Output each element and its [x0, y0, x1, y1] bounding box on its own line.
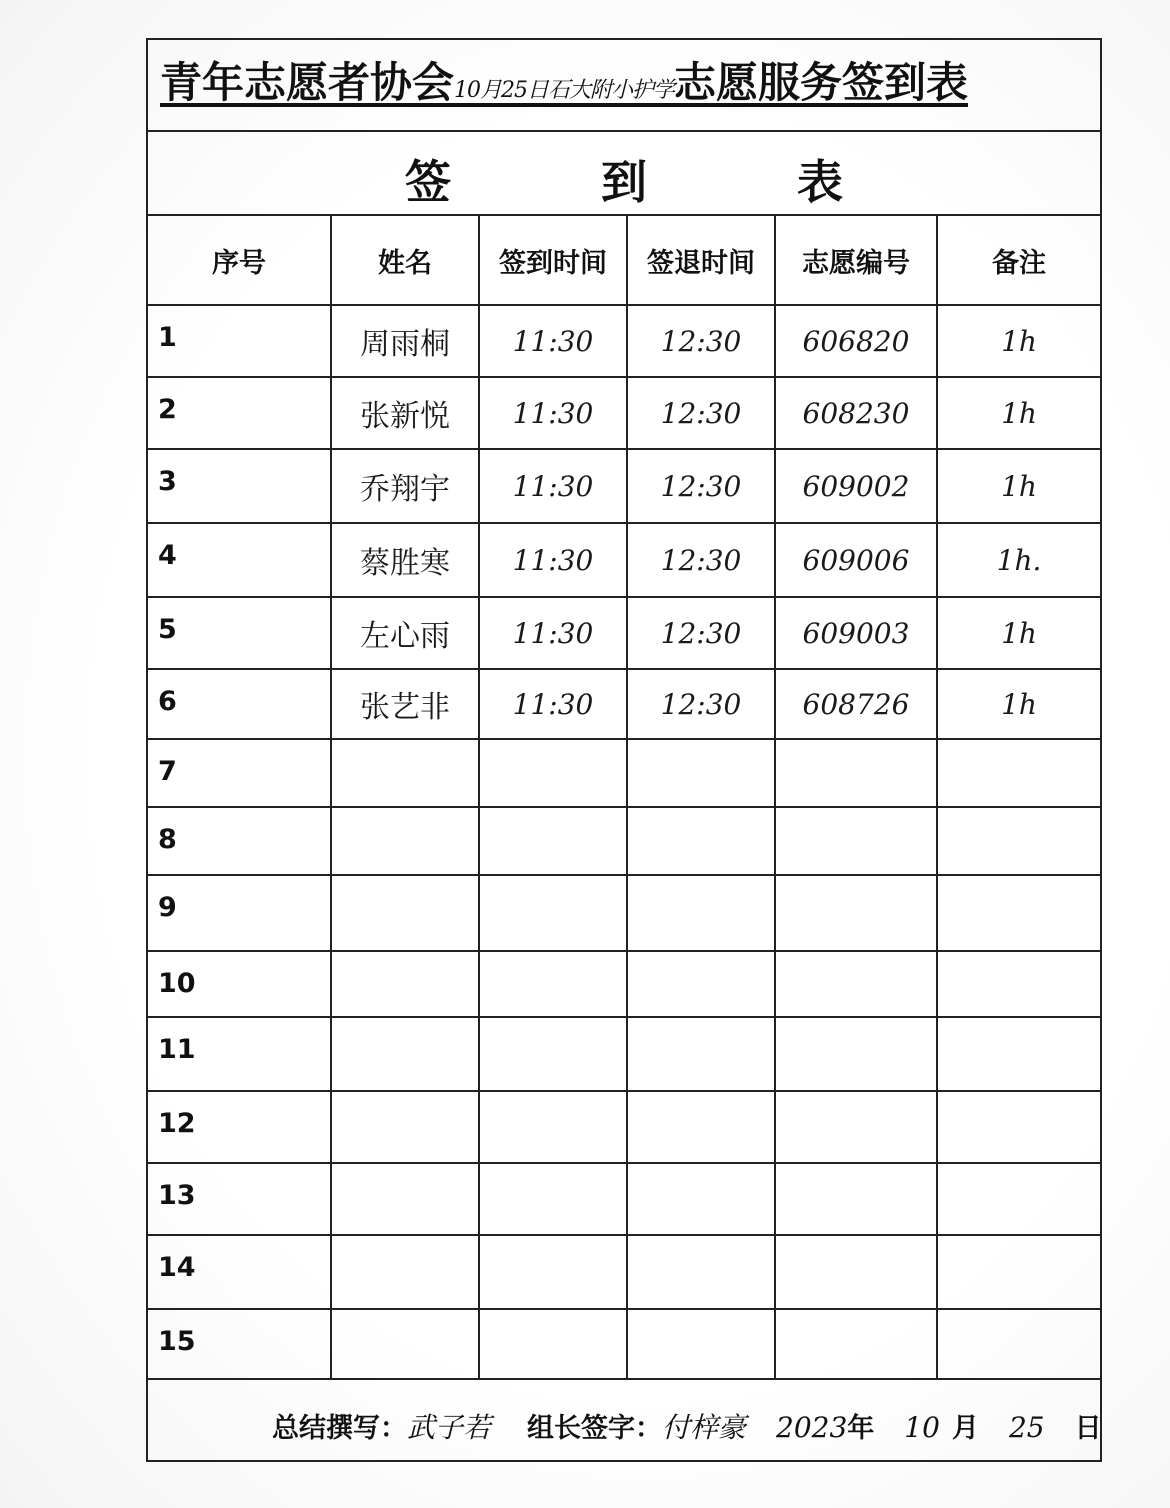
row-number: 10: [148, 951, 331, 1017]
volunteer-id: 606820: [775, 305, 937, 377]
sign-in-time: 11:30: [479, 377, 627, 449]
volunteer-id: [775, 875, 937, 951]
attendance-table: [148, 216, 1100, 1380]
volunteer-name: [331, 807, 479, 875]
sign-in-time: [479, 1163, 627, 1235]
volunteer-id: [775, 1163, 937, 1235]
title-row: [148, 40, 1100, 132]
volunteer-name: 蔡胜寒: [331, 523, 479, 597]
sign-out-time: 12:30: [627, 449, 775, 523]
remark: 1h.: [937, 523, 1100, 597]
table-row: [148, 523, 1100, 597]
row-number: 12: [148, 1091, 331, 1163]
date-month: 10: [904, 1411, 940, 1444]
remark: 1h: [937, 449, 1100, 523]
column-header: 姓名: [331, 216, 479, 305]
volunteer-name: [331, 1017, 479, 1091]
sign-in-time: [479, 875, 627, 951]
year-label: 年: [847, 1413, 875, 1444]
table-row: [148, 951, 1100, 1017]
row-number: 6: [148, 669, 331, 739]
sign-in-time: 11:30: [479, 523, 627, 597]
volunteer-id: [775, 1091, 937, 1163]
table-row: [148, 1309, 1100, 1379]
remark: [937, 1163, 1100, 1235]
sign-out-time: [627, 1091, 775, 1163]
row-number: 2: [148, 377, 331, 449]
table-row: [148, 669, 1100, 739]
sign-out-time: [627, 1163, 775, 1235]
table-row: [148, 875, 1100, 951]
sign-in-time: 11:30: [479, 449, 627, 523]
volunteer-id: [775, 1235, 937, 1309]
volunteer-name: [331, 1163, 479, 1235]
volunteer-name: [331, 1091, 479, 1163]
sign-in-time: [479, 951, 627, 1017]
remark: 1h: [937, 377, 1100, 449]
volunteer-name: [331, 875, 479, 951]
sign-out-time: 12:30: [627, 597, 775, 669]
sign-in-time: [479, 1017, 627, 1091]
sign-in-time: 11:30: [479, 597, 627, 669]
remark: [937, 1309, 1100, 1379]
column-header: 签到时间: [479, 216, 627, 305]
remark: [937, 1235, 1100, 1309]
row-number: 8: [148, 807, 331, 875]
row-number: 13: [148, 1163, 331, 1235]
table-row: [148, 597, 1100, 669]
sign-in-time: 11:30: [479, 669, 627, 739]
remark: [937, 1091, 1100, 1163]
remark: 1h: [937, 597, 1100, 669]
sign-out-time: [627, 1017, 775, 1091]
table-row: [148, 377, 1100, 449]
table-row: [148, 1235, 1100, 1309]
table-row: [148, 1091, 1100, 1163]
row-number: 4: [148, 523, 331, 597]
sign-in-time: [479, 1309, 627, 1379]
volunteer-id: [775, 1017, 937, 1091]
sign-out-time: [627, 951, 775, 1017]
volunteer-id: [775, 807, 937, 875]
remark: 1h: [937, 669, 1100, 739]
remark: [937, 739, 1100, 807]
row-number: 11: [148, 1017, 331, 1091]
row-number: 14: [148, 1235, 331, 1309]
remark: 1h: [937, 305, 1100, 377]
remark: [937, 1017, 1100, 1091]
table-row: [148, 1163, 1100, 1235]
subtitle-row: [148, 132, 1100, 216]
page-title: [160, 50, 968, 110]
leader-signature: 付梓豪: [662, 1411, 747, 1444]
volunteer-id: [775, 739, 937, 807]
sign-in-time: [479, 739, 627, 807]
title-prefix: 青年志愿者协会: [160, 58, 455, 107]
sign-in-time: [479, 1091, 627, 1163]
table-row: [148, 739, 1100, 807]
sign-in-time: [479, 1235, 627, 1309]
row-number: 9: [148, 875, 331, 951]
column-header: 序号: [148, 216, 331, 305]
table-row: [148, 807, 1100, 875]
table-row: [148, 1017, 1100, 1091]
sign-out-time: 12:30: [627, 669, 775, 739]
sign-out-time: 12:30: [627, 523, 775, 597]
remark: [937, 807, 1100, 875]
title-handwritten-event: 10月25日石大附小护学: [454, 78, 675, 103]
row-number: 7: [148, 739, 331, 807]
volunteer-name: [331, 1309, 479, 1379]
volunteer-id: 609003: [775, 597, 937, 669]
column-header: 志愿编号: [775, 216, 937, 305]
summary-signature: 武子若: [407, 1411, 492, 1444]
sign-out-time: [627, 875, 775, 951]
volunteer-id: 608230: [775, 377, 937, 449]
leader-label: 组长签字：: [527, 1413, 663, 1444]
remark: [937, 951, 1100, 1017]
remark: [937, 875, 1100, 951]
date-day: 25: [1008, 1411, 1045, 1444]
sign-in-sheet: [146, 38, 1102, 1462]
volunteer-name: [331, 739, 479, 807]
sign-in-time: 11:30: [479, 305, 627, 377]
table-row: [148, 305, 1100, 377]
sign-out-time: [627, 1235, 775, 1309]
sign-out-time: 12:30: [627, 377, 775, 449]
column-header: 签退时间: [627, 216, 775, 305]
volunteer-name: 张新悦: [331, 377, 479, 449]
table-header-row: [148, 216, 1100, 305]
volunteer-name: 乔翔宇: [331, 449, 479, 523]
sign-out-time: 12:30: [627, 305, 775, 377]
sign-out-time: [627, 807, 775, 875]
volunteer-name: [331, 1235, 479, 1309]
volunteer-name: 左心雨: [331, 597, 479, 669]
sign-out-time: [627, 1309, 775, 1379]
row-number: 5: [148, 597, 331, 669]
column-header: 备注: [937, 216, 1100, 305]
subtitle: 签到表: [405, 155, 993, 209]
summary-label: 总结撰写：: [272, 1413, 407, 1444]
footer: [272, 1406, 1102, 1446]
footer-row: [148, 1392, 1100, 1462]
table-row: [148, 449, 1100, 523]
volunteer-id: [775, 1309, 937, 1379]
volunteer-id: 608726: [775, 669, 937, 739]
volunteer-id: 609006: [775, 523, 937, 597]
volunteer-name: [331, 951, 479, 1017]
day-label: 日: [1074, 1413, 1102, 1444]
row-number: 1: [148, 305, 331, 377]
row-number: 3: [148, 449, 331, 523]
title-suffix: 志愿服务签到表: [674, 58, 969, 107]
sign-in-time: [479, 807, 627, 875]
volunteer-name: 周雨桐: [331, 305, 479, 377]
volunteer-name: 张艺非: [331, 669, 479, 739]
volunteer-id: 609002: [775, 449, 937, 523]
sign-out-time: [627, 739, 775, 807]
month-label: 月: [951, 1413, 979, 1444]
date-year: 2023: [776, 1411, 848, 1444]
row-number: 15: [148, 1309, 331, 1379]
volunteer-id: [775, 951, 937, 1017]
